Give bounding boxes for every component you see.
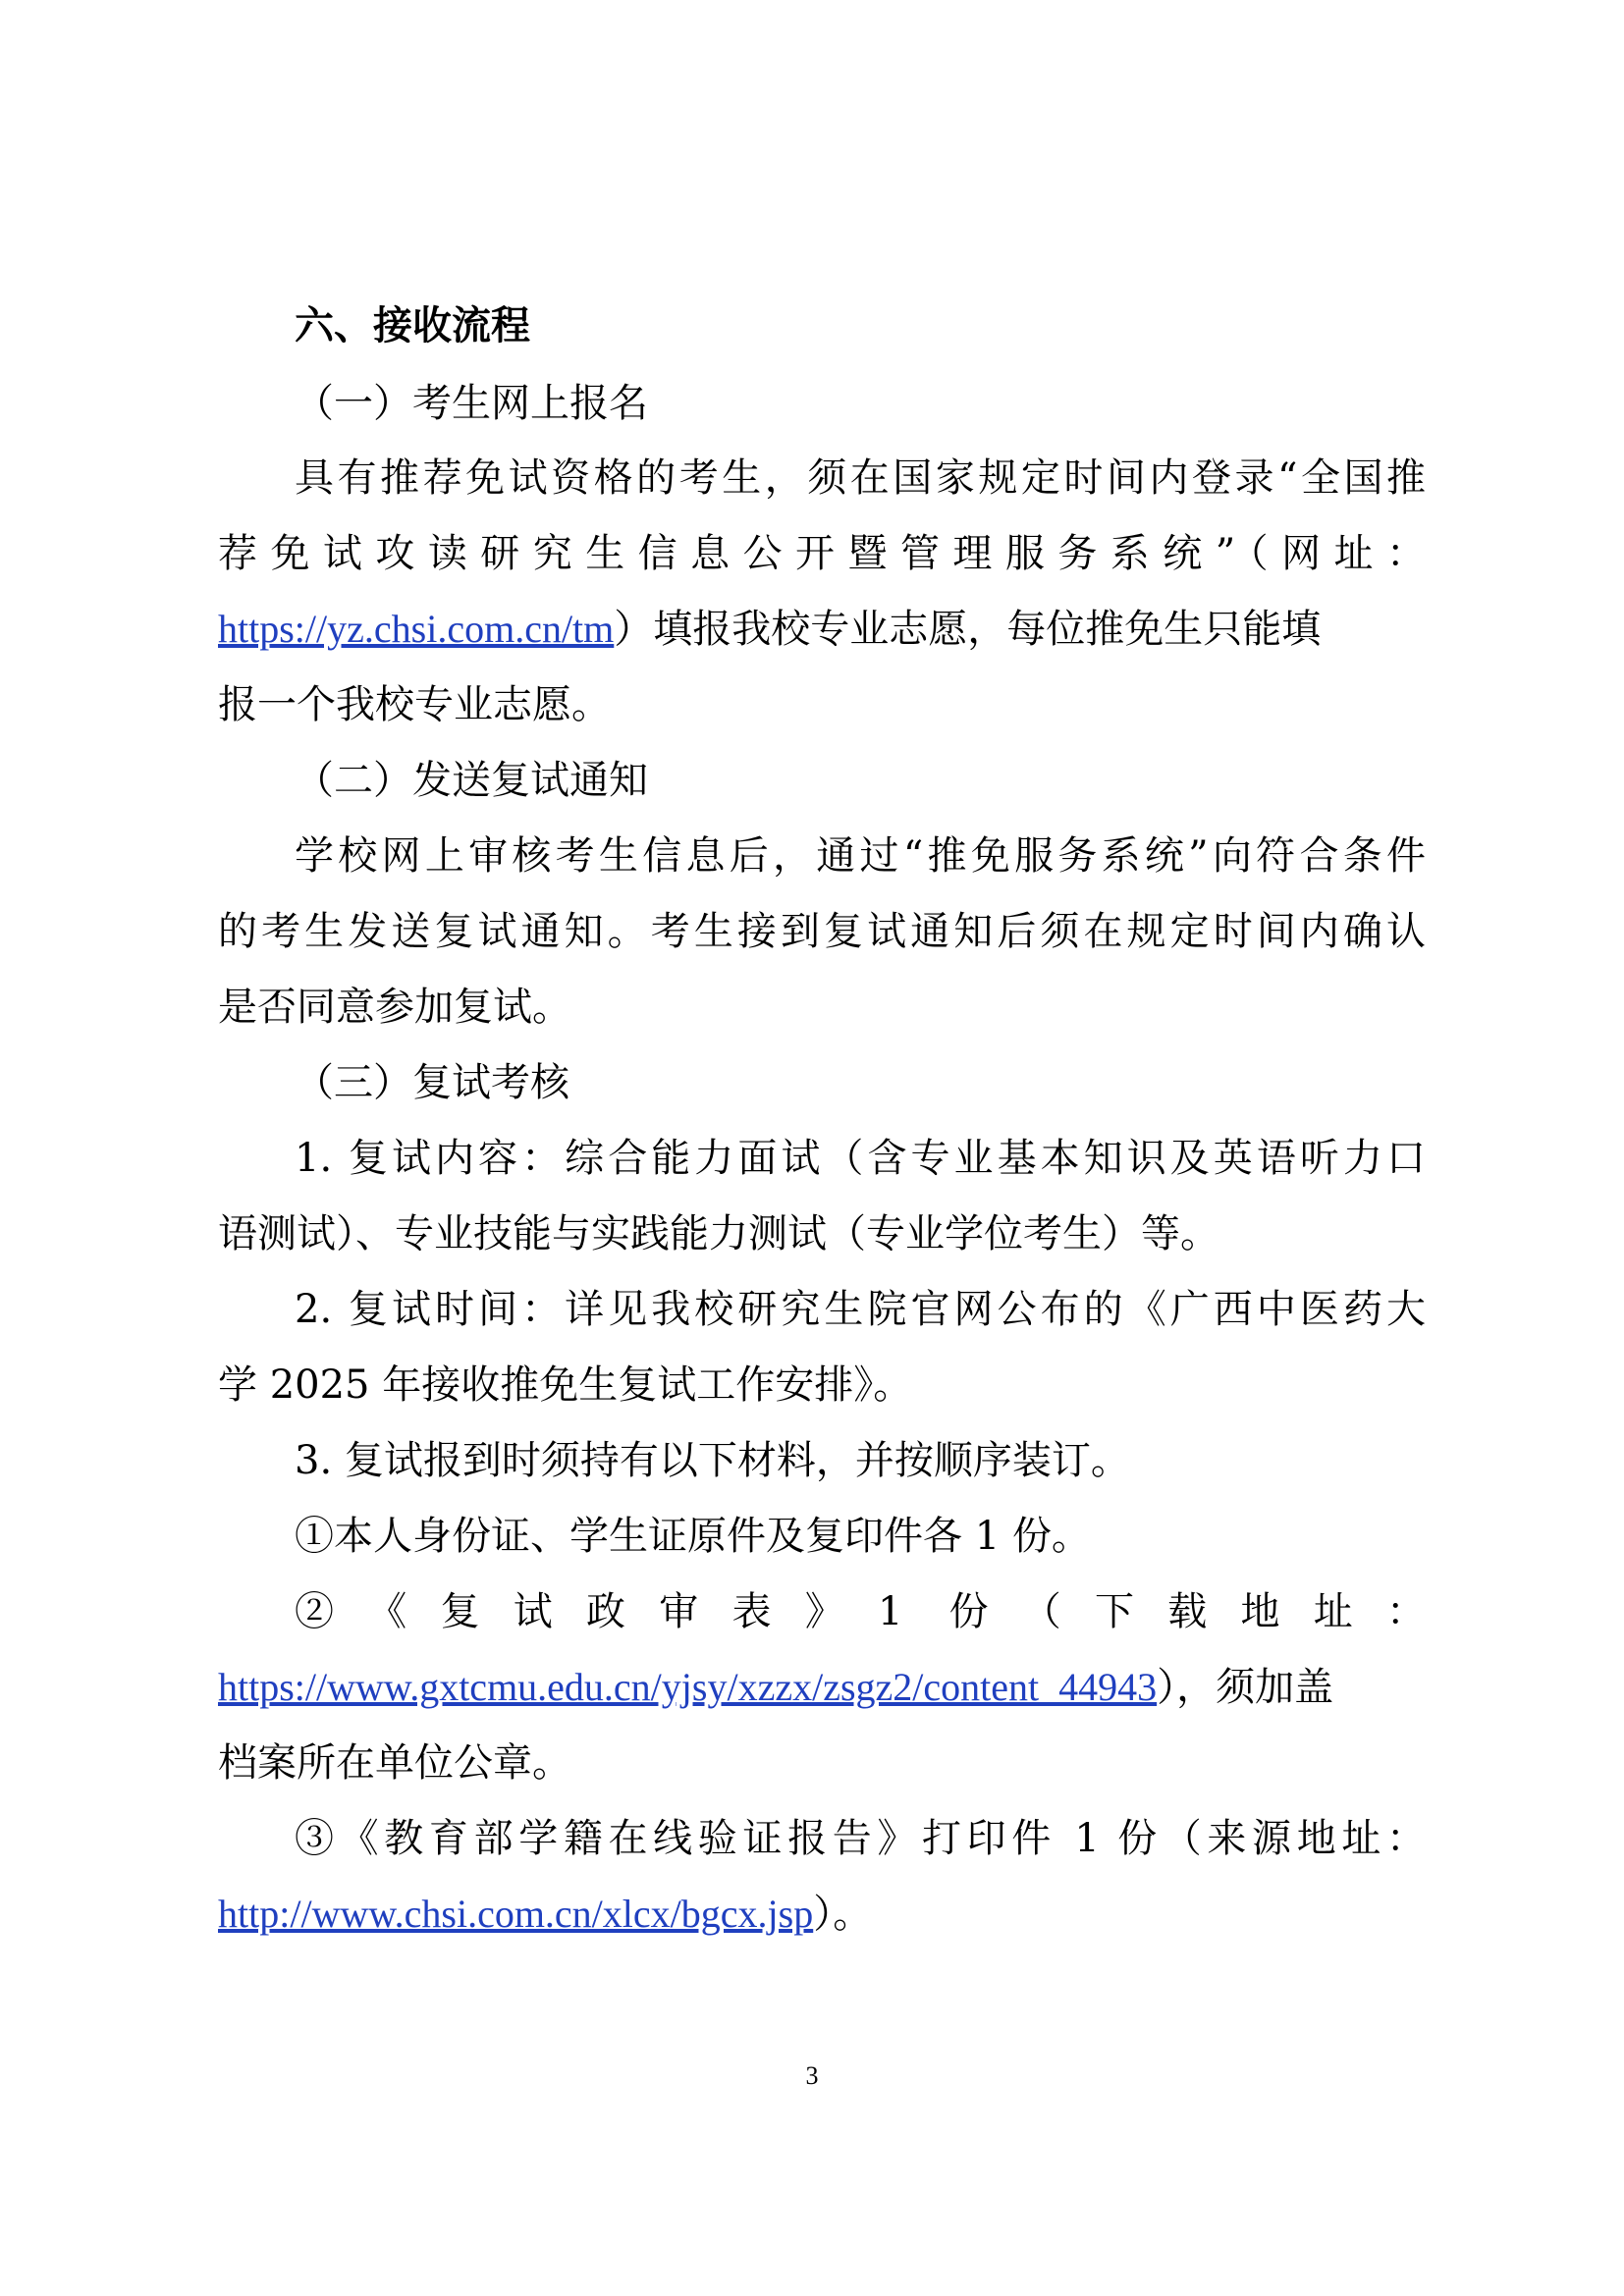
subsection-title-retest-assessment: （三）复试考核 xyxy=(295,1060,569,1105)
paragraph-line: 档案所在单位公章。 xyxy=(218,1740,571,1786)
paragraph-line: 语测试）、专业技能与实践能力测试（专业学位考生）等。 xyxy=(218,1211,1219,1256)
section-heading: 六、接收流程 xyxy=(295,303,530,348)
list-item-retest-time: 2. 复试时间：详见我校研究生院官网公布的《广西中医药大 xyxy=(295,1287,1426,1332)
paragraph-line xyxy=(218,1885,1426,1944)
paragraph-line: 具有推荐免试资格的考生，须在国家规定时间内登录“全国推 xyxy=(295,455,1426,501)
paragraph-line: 学校网上审核考生信息后，通过“推免服务系统”向符合条件 xyxy=(295,833,1426,879)
list-item-retest-materials: 3. 复试报到时须持有以下材料，并按顺序装订。 xyxy=(295,1438,1130,1483)
paragraph-text: ）。 xyxy=(813,1892,873,1937)
paragraph-line xyxy=(218,1658,1426,1717)
subsection-title-online-registration: （一）考生网上报名 xyxy=(295,381,648,426)
paragraph-line: 是否同意参加复试。 xyxy=(218,985,571,1030)
political-review-form-link[interactable]: https://www.gxtcmu.edu.cn/yjsy/xzzx/zsgz2/content_44943 xyxy=(218,1665,1158,1709)
paragraph-line: 荐免试攻读研究生信息公开暨管理服务系统”（网址： xyxy=(218,531,1426,576)
page-number: 3 xyxy=(805,2061,819,2090)
paragraph-line: 学 2025 年接收推免生复试工作安排》。 xyxy=(218,1362,913,1408)
paragraph-text: ），须加盖 xyxy=(1157,1665,1334,1710)
paragraph-line: 的考生发送复试通知。考生接到复试通知后须在规定时间内确认 xyxy=(218,909,1426,954)
student-status-report-link[interactable]: http://www.chsi.com.cn/xlcx/bgcx.jsp xyxy=(218,1892,814,1936)
subsection-title-retest-notice: （二）发送复试通知 xyxy=(295,758,648,803)
paragraph-line xyxy=(218,600,1426,659)
material-student-status-report: ③《教育部学籍在线验证报告》打印件 1 份（来源地址： xyxy=(295,1816,1426,1861)
paragraph-line: 报一个我校专业志愿。 xyxy=(218,682,611,727)
material-political-review-form: ②《复试政审表》1 份（下载地址： xyxy=(295,1589,1426,1634)
paragraph-text: ）填报我校专业志愿，每位推免生只能填 xyxy=(614,607,1322,652)
list-item-retest-content: 1. 复试内容：综合能力面试（含专业基本知识及英语听力口 xyxy=(295,1136,1426,1181)
registration-link[interactable]: https://yz.chsi.com.cn/tm xyxy=(218,607,615,651)
material-id-card: ①本人身份证、学生证原件及复印件各 1 份。 xyxy=(295,1514,1091,1559)
